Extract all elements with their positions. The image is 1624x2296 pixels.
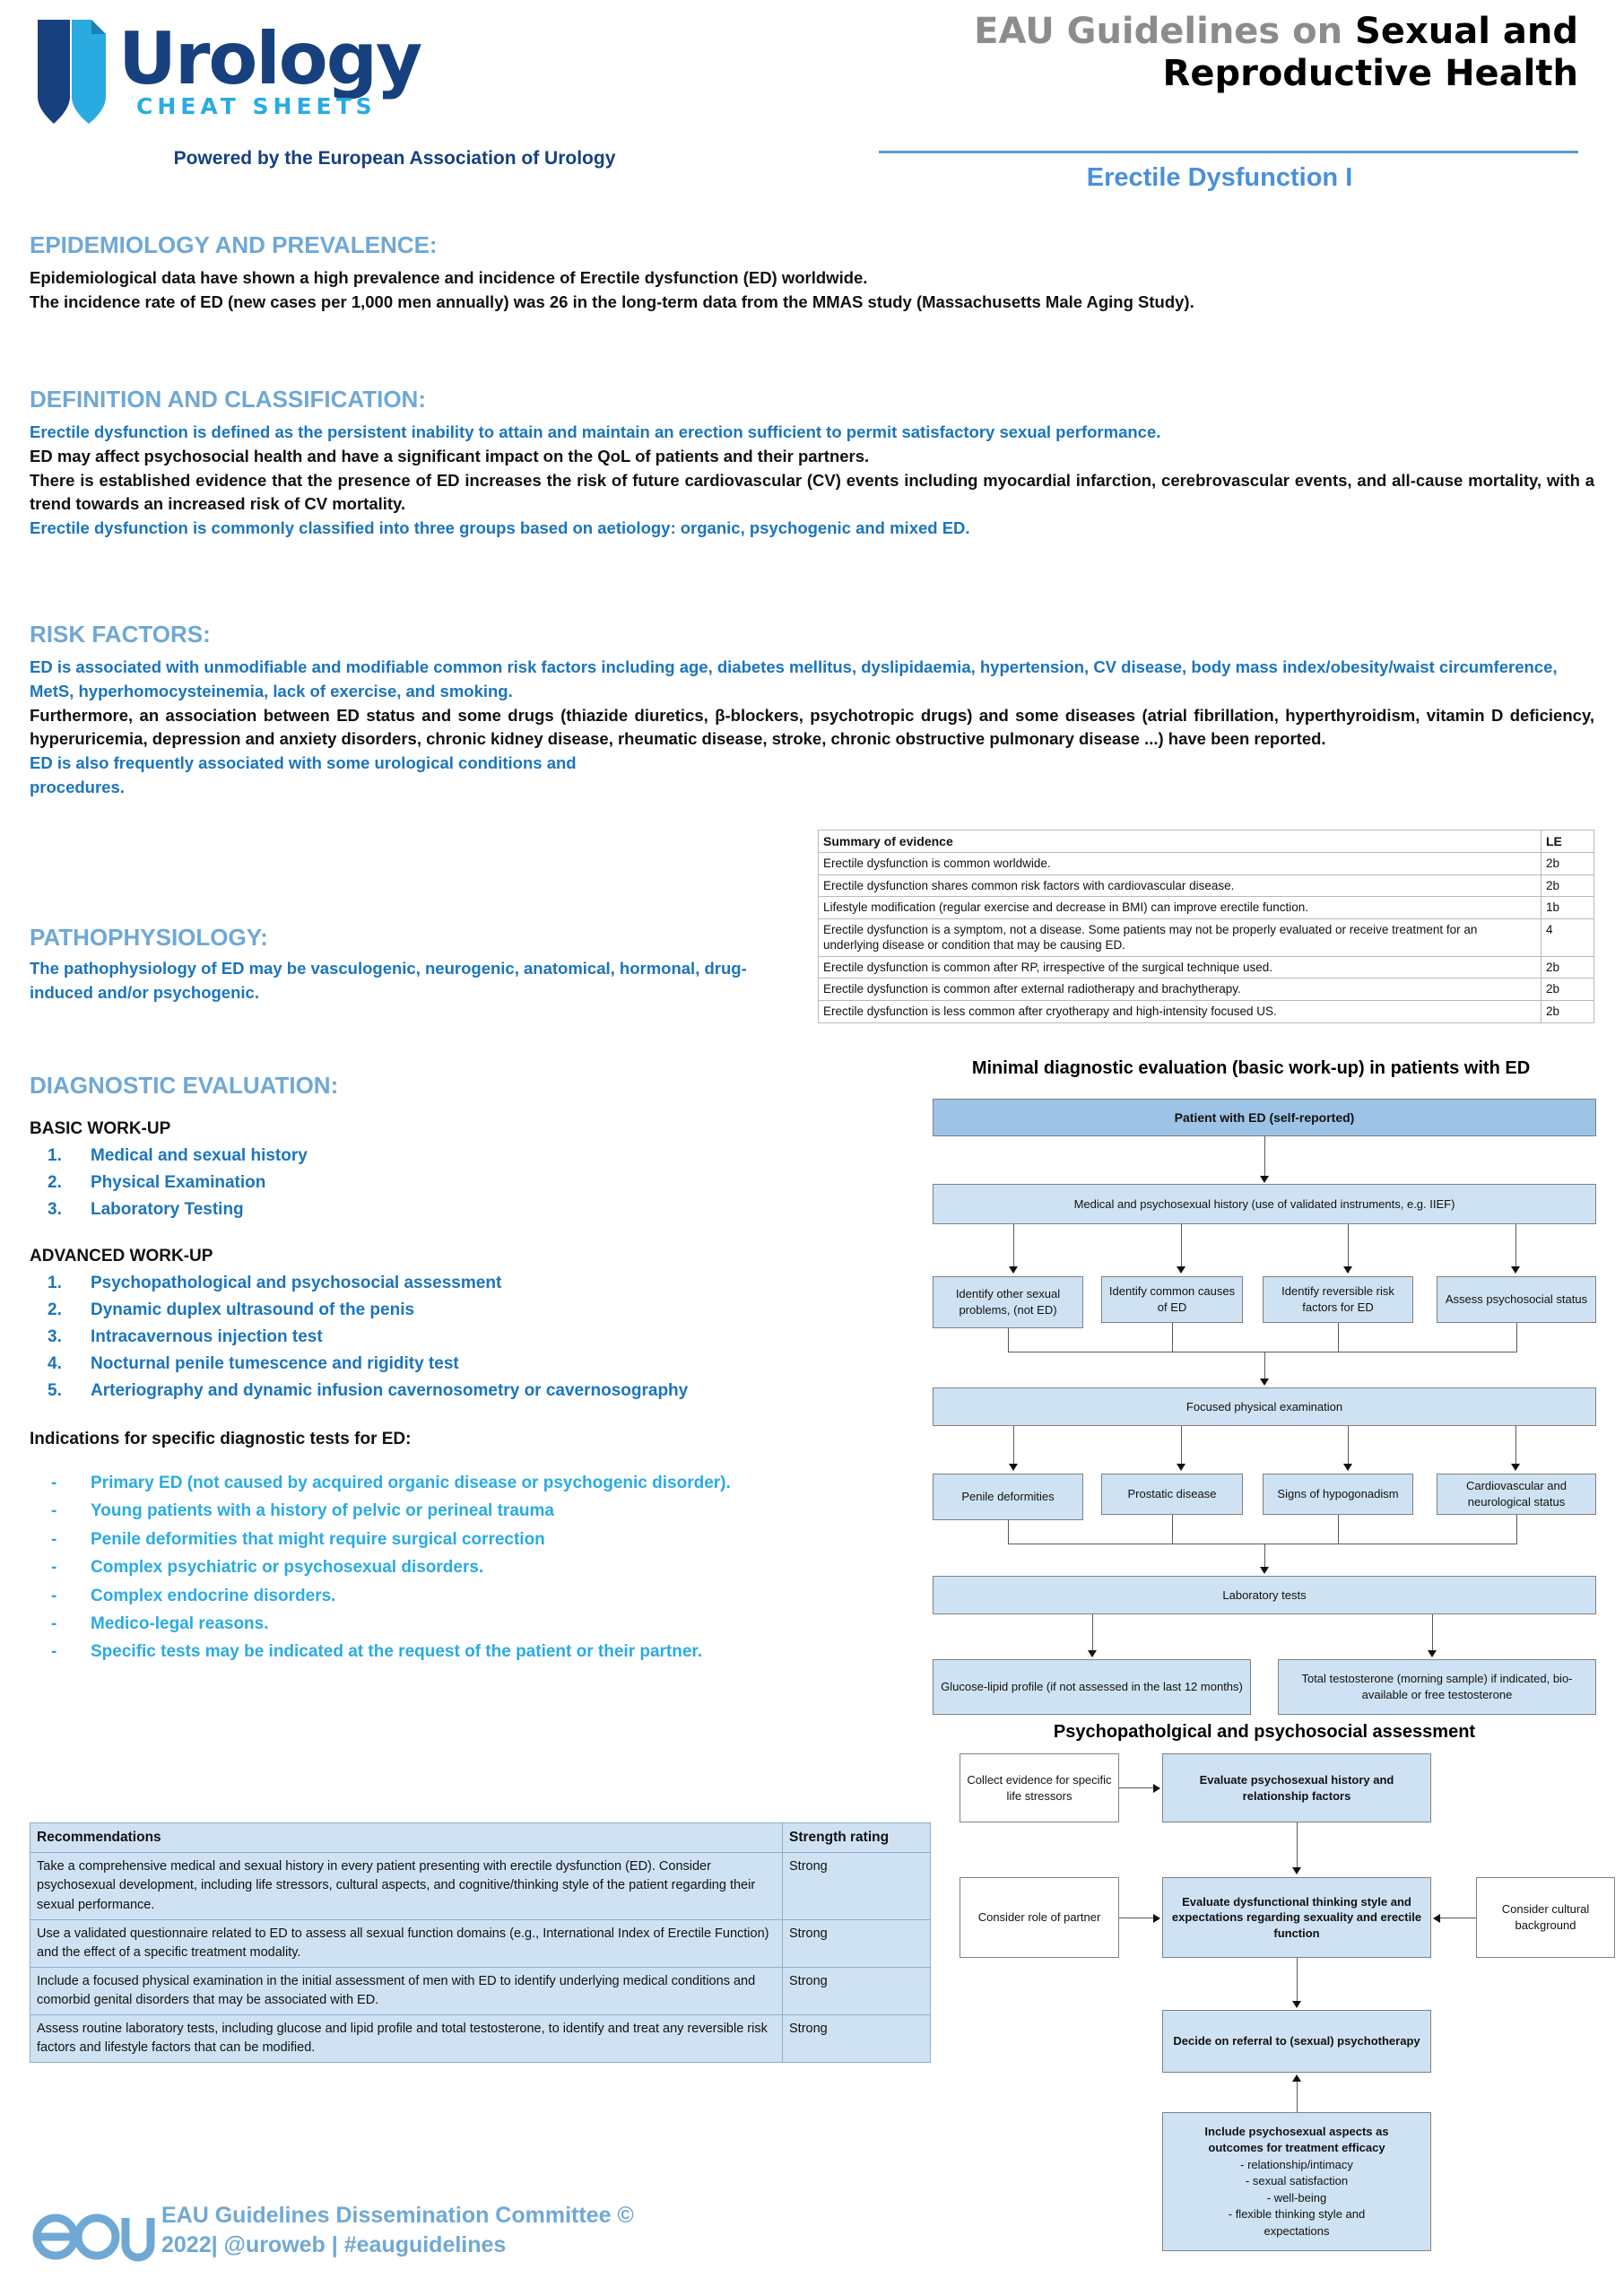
connector-line (1516, 1515, 1517, 1544)
arrow-right-icon (1153, 1914, 1160, 1923)
connector-line (1013, 1426, 1014, 1466)
advanced-workup-list (30, 1270, 908, 1405)
arrow-down-icon (1009, 1464, 1018, 1471)
definition-line-blue-2: Erectile dysfunction is commonly classified into three groups based on aetiology: organic, psychogenic and mixed ED. (30, 518, 970, 538)
flow-node-medical-history: Medical and psychosexual history (use of validated instruments, e.g. IIEF) (933, 1184, 1596, 1224)
recommendations-table (30, 1822, 931, 2063)
connector-line (1515, 1426, 1516, 1466)
arrow-down-icon (1260, 1567, 1269, 1574)
table-row (30, 2014, 931, 2062)
epidemiology-line-2: The incidence rate of ED (new cases per 1,000 men annually) was 26 in the long-term data from the MMAS study (Massachusetts Male Aging Study). (30, 291, 1194, 311)
evidence-cell-le: 2b (1541, 874, 1594, 897)
title-divider (879, 151, 1578, 153)
flow-node-consider-cultural-background: Consider cultural background (1476, 1877, 1615, 1958)
list-item: 2. Dynamic duplex ultrasound of the penis (48, 1300, 415, 1320)
connector-line (1432, 1614, 1433, 1653)
flow-node-cardiovascular-neurological-status: Cardiovascular and neurological status (1437, 1474, 1596, 1515)
list-item: - Young patients with a history of pelvic or perineal trauma (51, 1501, 554, 1521)
rec-cell-text: Take a comprehensive medical and sexual history in every patient presenting with erectile dysfunction (ED). Consider psychosexual development, including life stressors, cultural aspects, and cognitive/thinking style of the patient regarding their sexual performance. (30, 1853, 783, 1919)
list-item: 3. Laboratory Testing (48, 1200, 244, 1220)
evidence-cell-le: 2b (1541, 978, 1594, 1001)
flowchart2-title: Psychopatholgical and psychosocial assessment (1053, 1722, 1476, 1742)
connector-line (1008, 1520, 1009, 1544)
evidence-cell-statement: Erectile dysfunction is common worldwide. (819, 853, 1541, 875)
list-item-label: Complex endocrine disorders. (91, 1586, 336, 1605)
eau-logo-icon (25, 2203, 160, 2266)
definition-line-black-2: There is established evidence that the presence of ED increases the risk of future cardiovascular (CV) events including myocardial infarction, cerebrovascular events, and all-cause mortality, with a trend towards an increased risk of CV mortality. (30, 470, 1594, 514)
summary-of-evidence-table (818, 830, 1594, 1023)
evidence-cell-statement: Erectile dysfunction is less common after cryotherapy and high-intensity focused US. (819, 1001, 1541, 1023)
evidence-col-le: LE (1541, 831, 1594, 853)
section-epidemiology (30, 231, 1594, 315)
list-item-label: Medical and sexual history (91, 1146, 308, 1165)
list-item-label: Laboratory Testing (91, 1200, 244, 1220)
evidence-cell-statement: Lifestyle modification (regular exercise and decrease in BMI) can improve erectile function. (819, 897, 1541, 919)
section-heading-pathophysiology: PATHOPHYSIOLOGY: (30, 924, 268, 951)
rec-cell-strength: Strong (783, 2014, 931, 2062)
flow-node-identify-other-sexual-problems: Identify other sexual problems, (not ED) (933, 1276, 1083, 1328)
flow-node-signs-of-hypogonadism: Signs of hypogonadism (1263, 1474, 1413, 1515)
evidence-cell-le: 2b (1541, 853, 1594, 875)
table-row (819, 853, 1594, 875)
connector-line (1338, 1323, 1339, 1352)
table-row (819, 897, 1594, 919)
connector-line (1264, 1136, 1265, 1178)
arrow-right-icon (1153, 1784, 1160, 1793)
page-subtitle: Erectile Dysfunction I (1086, 163, 1353, 192)
footer-credit (161, 2201, 634, 2260)
connector-line (1013, 1224, 1014, 1269)
evidence-cell-le: 4 (1541, 918, 1594, 956)
list-item-label: Psychopathological and psychosocial assessment (91, 1274, 502, 1293)
flow-node-identify-reversible-risk-factors: Identify reversible risk factors for ED (1263, 1276, 1413, 1323)
flow-node-penile-deformities: Penile deformities (933, 1474, 1083, 1520)
connector-line (1348, 1426, 1349, 1466)
connector-line (1348, 1224, 1349, 1269)
section-heading-definition: DEFINITION AND CLASSIFICATION: (30, 386, 426, 413)
flow-node-patient-with-ed: Patient with ED (self-reported) (933, 1099, 1596, 1136)
connector-line (1092, 1614, 1093, 1653)
list-item: 2. Physical Examination (48, 1173, 266, 1193)
list-item-label: Medico-legal reasons. (91, 1613, 269, 1633)
list-item-label: Young patients with a history of pelvic or perineal trauma (91, 1501, 554, 1521)
list-item-label: Specific tests may be indicated at the request of the patient or their partner. (91, 1642, 703, 1662)
connector-line (1516, 1323, 1517, 1352)
flow-node-evaluate-psychosexual-history: Evaluate psychosexual history and relationship factors (1162, 1753, 1431, 1822)
logo-wordmark: Urology (118, 17, 421, 100)
flow-node-consider-role-of-partner: Consider role of partner (960, 1877, 1119, 1958)
section-risk-factors (30, 621, 1594, 800)
table-header-row (30, 1823, 931, 1853)
section-pathophysiology (30, 924, 819, 1005)
list-item: 5. Arteriography and dynamic infusion cavernosometry or cavernosography (48, 1381, 689, 1401)
rec-cell-text: Include a focused physical examination in the initial assessment of men with ED to identify underlying medical conditions and comorbid genital disorders that may be associated with ED. (30, 1967, 783, 2014)
flowchart1-title: Minimal diagnostic evaluation (basic work-up) in patients with ED (971, 1058, 1531, 1078)
evidence-cell-statement: Erectile dysfunction shares common risk factors with cardiovascular disease. (819, 874, 1541, 897)
connector-line (1515, 1224, 1516, 1269)
arrow-down-icon (1428, 1650, 1437, 1657)
arrow-down-icon (1260, 1176, 1269, 1183)
table-row (30, 1919, 931, 1967)
flow-node-assess-psychosocial-status: Assess psychosocial status (1437, 1276, 1596, 1323)
evidence-cell-statement: Erectile dysfunction is common after external radiotherapy and brachytherapy. (819, 978, 1541, 1001)
list-item-label: Complex psychiatric or psychosexual disorders. (91, 1558, 484, 1578)
evidence-cell-statement: Erectile dysfunction is a symptom, not a disease. Some patients may not be properly evaluated or receive treatment for an underlying disease or condition that may be causing ED. (819, 918, 1541, 956)
pathophysiology-line-1: The pathophysiology of ED may be vasculogenic, neurogenic, anatomical, hormonal, drug-induced and/or psychogenic. (30, 959, 747, 1002)
definition-line-blue-1: Erectile dysfunction is defined as the persistent inability to attain and maintain an erection sufficient to permit satisfactory sexual performance. (30, 422, 1161, 441)
flowchart-minimal-diagnostic-evaluation (924, 1099, 1605, 1718)
list-item: - Penile deformities that might require surgical correction (51, 1529, 545, 1549)
arrow-down-icon (1177, 1464, 1185, 1471)
list-item: - Complex psychiatric or psychosexual disorders. (51, 1558, 484, 1578)
arrow-down-icon (1511, 1266, 1520, 1274)
table-row (819, 918, 1594, 956)
section-definition (30, 386, 1594, 541)
arrow-up-icon (1292, 2074, 1301, 2082)
list-item-label: Arteriography and dynamic infusion cavernosometry or cavernosography (91, 1381, 689, 1401)
connector-line (1297, 2080, 1298, 2112)
title-main-2: Reproductive Health (1162, 53, 1578, 95)
basic-workup-list (30, 1143, 908, 1223)
connector-line (1264, 1544, 1265, 1569)
connector-line (1172, 1515, 1173, 1544)
list-item: 3. Intracavernous injection test (48, 1327, 323, 1347)
evidence-cell-le: 1b (1541, 897, 1594, 919)
list-item-label: Dynamic duplex ultrasound of the penis (91, 1300, 415, 1320)
shield-icon (36, 16, 106, 124)
table-header-row (819, 831, 1594, 853)
list-item-label: Penile deformities that might require surgical correction (91, 1529, 545, 1549)
list-item-label: Physical Examination (91, 1173, 266, 1193)
flow-node-focused-physical-examination: Focused physical examination (933, 1387, 1596, 1426)
risk-line-black-1: Furthermore, an association between ED status and some drugs (thiazide diuretics, β-blockers, psychotropic drugs) and some diseases (atrial fibrillation, hyperthyroidism, vitamin D deficiency, hyperuricemia, depression and anxiety disorders, chronic kidney disease, rheumatic disease, stroke, chronic obstructive pulmonary disease ...) have been reported. (30, 705, 1594, 749)
connector-line (1297, 1822, 1298, 1870)
connector-line (1172, 1323, 1173, 1352)
title-prefix: EAU Guidelines on (974, 11, 1356, 52)
epidemiology-line-1: Epidemiological data have shown a high prevalence and incidence of Erectile dysfunction (ED) worldwide. (30, 268, 868, 287)
list-item-label: Primary ED (not caused by acquired organic disease or psychogenic disorder). (91, 1474, 731, 1493)
rec-cell-strength: Strong (783, 1919, 931, 1967)
section-heading-diagnostic: DIAGNOSTIC EVALUATION: (30, 1072, 339, 1099)
evidence-cell-le: 2b (1541, 1001, 1594, 1023)
indications-heading: Indications for specific diagnostic tests for ED: (30, 1430, 412, 1449)
section-diagnostic-evaluation (30, 1072, 908, 1666)
connector-line (1181, 1426, 1182, 1466)
rec-col-recommendation: Recommendations (30, 1823, 783, 1853)
flow-node-identify-common-causes: Identify common causes of ED (1101, 1276, 1243, 1323)
arrow-left-icon (1433, 1914, 1440, 1923)
arrow-down-icon (1343, 1266, 1352, 1274)
table-row (30, 1853, 931, 1919)
rec-col-strength: Strength rating (783, 1823, 931, 1853)
connector-line (1008, 1328, 1009, 1352)
rec-cell-strength: Strong (783, 1967, 931, 2014)
flow-node-total-testosterone: Total testosterone (morning sample) if indicated, bio-available or free testosterone (1278, 1659, 1596, 1715)
list-item: - Complex endocrine disorders. (51, 1586, 336, 1605)
connector-line (1338, 1515, 1339, 1544)
flow-node-include-psychosexual-aspects: Include psychosexual aspects as outcomes for treatment efficacy - relationship/intimacy - sexual satisfaction - well-being - flexible thinking style and expectations (1162, 2112, 1431, 2251)
connector-line (1119, 1787, 1155, 1788)
rec-cell-strength: Strong (783, 1853, 931, 1919)
basic-workup-heading: BASIC WORK-UP (30, 1119, 171, 1138)
list-item: - Specific tests may be indicated at the request of the patient or their partner. (51, 1642, 703, 1662)
arrow-down-icon (1292, 2001, 1301, 2008)
table-row (819, 874, 1594, 897)
list-item: 1. Medical and sexual history (48, 1146, 308, 1165)
indications-list (30, 1469, 908, 1665)
connector-line (1297, 1958, 1298, 2003)
rec-cell-text: Use a validated questionnaire related to ED to assess all sexual function domains (e.g., International Index of Erectile Function) and the effect of a specific treatment modality. (30, 1919, 783, 1967)
arrow-down-icon (1177, 1266, 1185, 1274)
list-item: 4. Nocturnal penile tumescence and rigidity test (48, 1354, 459, 1374)
risk-line-blue-1: ED is associated with unmodifiable and modifiable common risk factors including age, diabetes mellitus, dyslipidaemia, hypertension, CV disease, body mass index/obesity/waist circumference, MetS, hyperhomocysteinemia, lack of exercise, and smoking. (30, 657, 1558, 700)
arrow-down-icon (1088, 1650, 1097, 1657)
risk-line-blue-2: ED is also frequently associated with some urological conditions and procedures. (30, 753, 577, 797)
connector-line (1264, 1352, 1265, 1380)
urology-cheat-sheets-logo (36, 16, 502, 133)
arrow-down-icon (1343, 1464, 1352, 1471)
arrow-down-icon (1260, 1378, 1269, 1386)
page-footer (0, 2188, 1624, 2296)
arrow-down-icon (1292, 1867, 1301, 1874)
connector-line (1181, 1224, 1182, 1269)
list-item-label: Intracavernous injection test (91, 1327, 323, 1347)
table-row (819, 956, 1594, 978)
evidence-col-statement: Summary of evidence (819, 831, 1541, 853)
page-header (0, 0, 1624, 224)
flow-node-evaluate-dysfunctional-thinking: Evaluate dysfunctional thinking style and expectations regarding sexuality and erectile function (1162, 1877, 1431, 1958)
arrow-down-icon (1511, 1464, 1520, 1471)
title-main-1: Sexual and (1355, 11, 1578, 52)
evidence-cell-le: 2b (1541, 956, 1594, 978)
page-title (861, 11, 1578, 95)
flow-node-glucose-lipid-profile: Glucose-lipid profile (if not assessed in the last 12 months) (933, 1659, 1251, 1715)
list-item: - Medico-legal reasons. (51, 1613, 269, 1633)
footer-line-2: 2022| @uroweb | #eauguidelines (161, 2232, 507, 2257)
arrow-down-icon (1009, 1266, 1018, 1274)
section-heading-risk-factors: RISK FACTORS: (30, 621, 211, 648)
advanced-workup-heading: ADVANCED WORK-UP (30, 1247, 213, 1266)
table-row (30, 1967, 931, 2014)
table-row (819, 978, 1594, 1001)
flow-node-laboratory-tests: Laboratory tests (933, 1576, 1596, 1614)
powered-by-text: Powered by the European Association of Urology (173, 148, 616, 169)
evidence-cell-statement: Erectile dysfunction is common after RP, irrespective of the surgical technique used. (819, 956, 1541, 978)
definition-line-black-1: ED may affect psychosocial health and have a significant impact on the QoL of patients and their partners. (30, 446, 870, 465)
table-row (819, 1001, 1594, 1023)
flow-node-collect-evidence-life-stressors: Collect evidence for specific life stressors (960, 1753, 1119, 1822)
footer-line-1: EAU Guidelines Dissemination Committee © (161, 2203, 634, 2228)
flow-node-decide-on-referral: Decide on referral to (sexual) psychotherapy (1162, 2010, 1431, 2073)
list-item: - Primary ED (not caused by acquired organic disease or psychogenic disorder). (51, 1474, 731, 1493)
flow-node-prostatic-disease: Prostatic disease (1101, 1474, 1243, 1515)
list-item: 1. Psychopathological and psychosocial assessment (48, 1274, 502, 1293)
section-heading-epidemiology: EPIDEMIOLOGY AND PREVALENCE: (30, 231, 438, 258)
list-item-label: Nocturnal penile tumescence and rigidity test (91, 1354, 459, 1374)
logo-subtext: CHEAT SHEETS (136, 93, 377, 119)
rec-cell-text: Assess routine laboratory tests, including glucose and lipid profile and total testosterone, to identify and treat any reversible risk factors and lifestyle factors that can be modified. (30, 2014, 783, 2062)
